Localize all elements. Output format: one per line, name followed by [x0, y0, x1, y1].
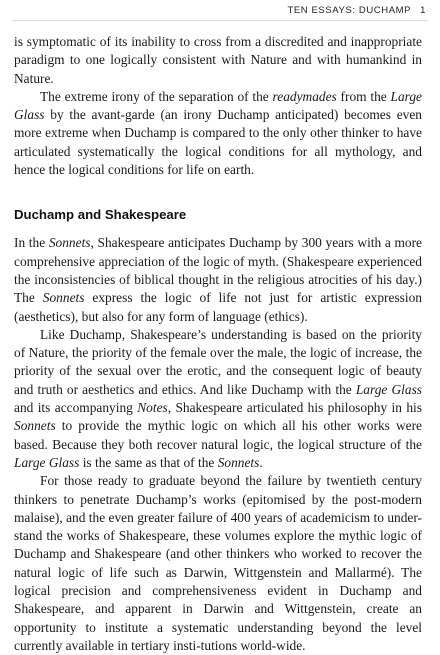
- header-rule: [12, 20, 428, 21]
- running-title: TEN ESSAYS: DUCHAMP: [287, 5, 412, 16]
- page-number: 1: [420, 5, 426, 16]
- running-head: [287, 5, 426, 16]
- paragraph-like-duchamp: Like Duchamp, Shakespeare’s understanding is based on the priority of Nature, the priority of the female over the male, the logic of increase, the priority of the sexual over the erotic, and the consequent logic of beauty and truth or aesthetics and ethics. And like Duchamp with the Large Glass and its accompanying Notes, Shakespeare articulated his philosophy in his Sonnets to provide the mythic logic on which all his other works were based. Because they both recover natural logic, the logical structure of the Large Glass is the same as that of the Sonnets.: [14, 326, 422, 470]
- paragraph-graduate: For those ready to graduate beyond the failure by twentieth century thinkers to penetrate Duchamp’s works (epitomised by the post-modern malaise), and the even greater failure of 400 years of academicism to under-stand the works of Shakespeare, these volumes explore the mythic logic of Duchamp and Shakespeare (and other thinkers who worked to recover the natural logic of life such as Darwin, Wittgenstein and Mallarmé). The logical precision and comprehensiveness evident in Duchamp and Shakespeare, and apparent in Darwin and Wittgenstein, create an opportunity to institute a systematic understanding beyond the level currently available in tertiary insti-tutions world-wide.: [14, 473, 422, 653]
- paragraph-continued: is symptomatic of its inability to cross from a discredited and inappropriate paradigm to one logically consistent with Nature and with humankind in Nature.: [14, 34, 422, 86]
- section-heading: Duchamp and Shakespeare: [14, 207, 187, 223]
- paragraph-irony: The extreme irony of the separation of the readymades from the Large Glass by the avant-garde (an irony Duchamp anticipated) becomes even more extreme when Duchamp is compared to the only other thinker to have articulated systematically the logical conditions for all mythology, and hence the logical conditions for life on earth.: [14, 88, 422, 178]
- paragraph-sonnets: In the Sonnets, Shakespeare anticipates Duchamp by 300 years with a more comprehensive appreciation of the logic of myth. (Shakespeare experienced the inconsistencies of biblical thought in the religious atrocities of his day.) The Sonnets express the logic of life not just for artistic expression (aesthetics), but also for any form of language (ethics).: [14, 235, 422, 324]
- page-body: [14, 33, 422, 655]
